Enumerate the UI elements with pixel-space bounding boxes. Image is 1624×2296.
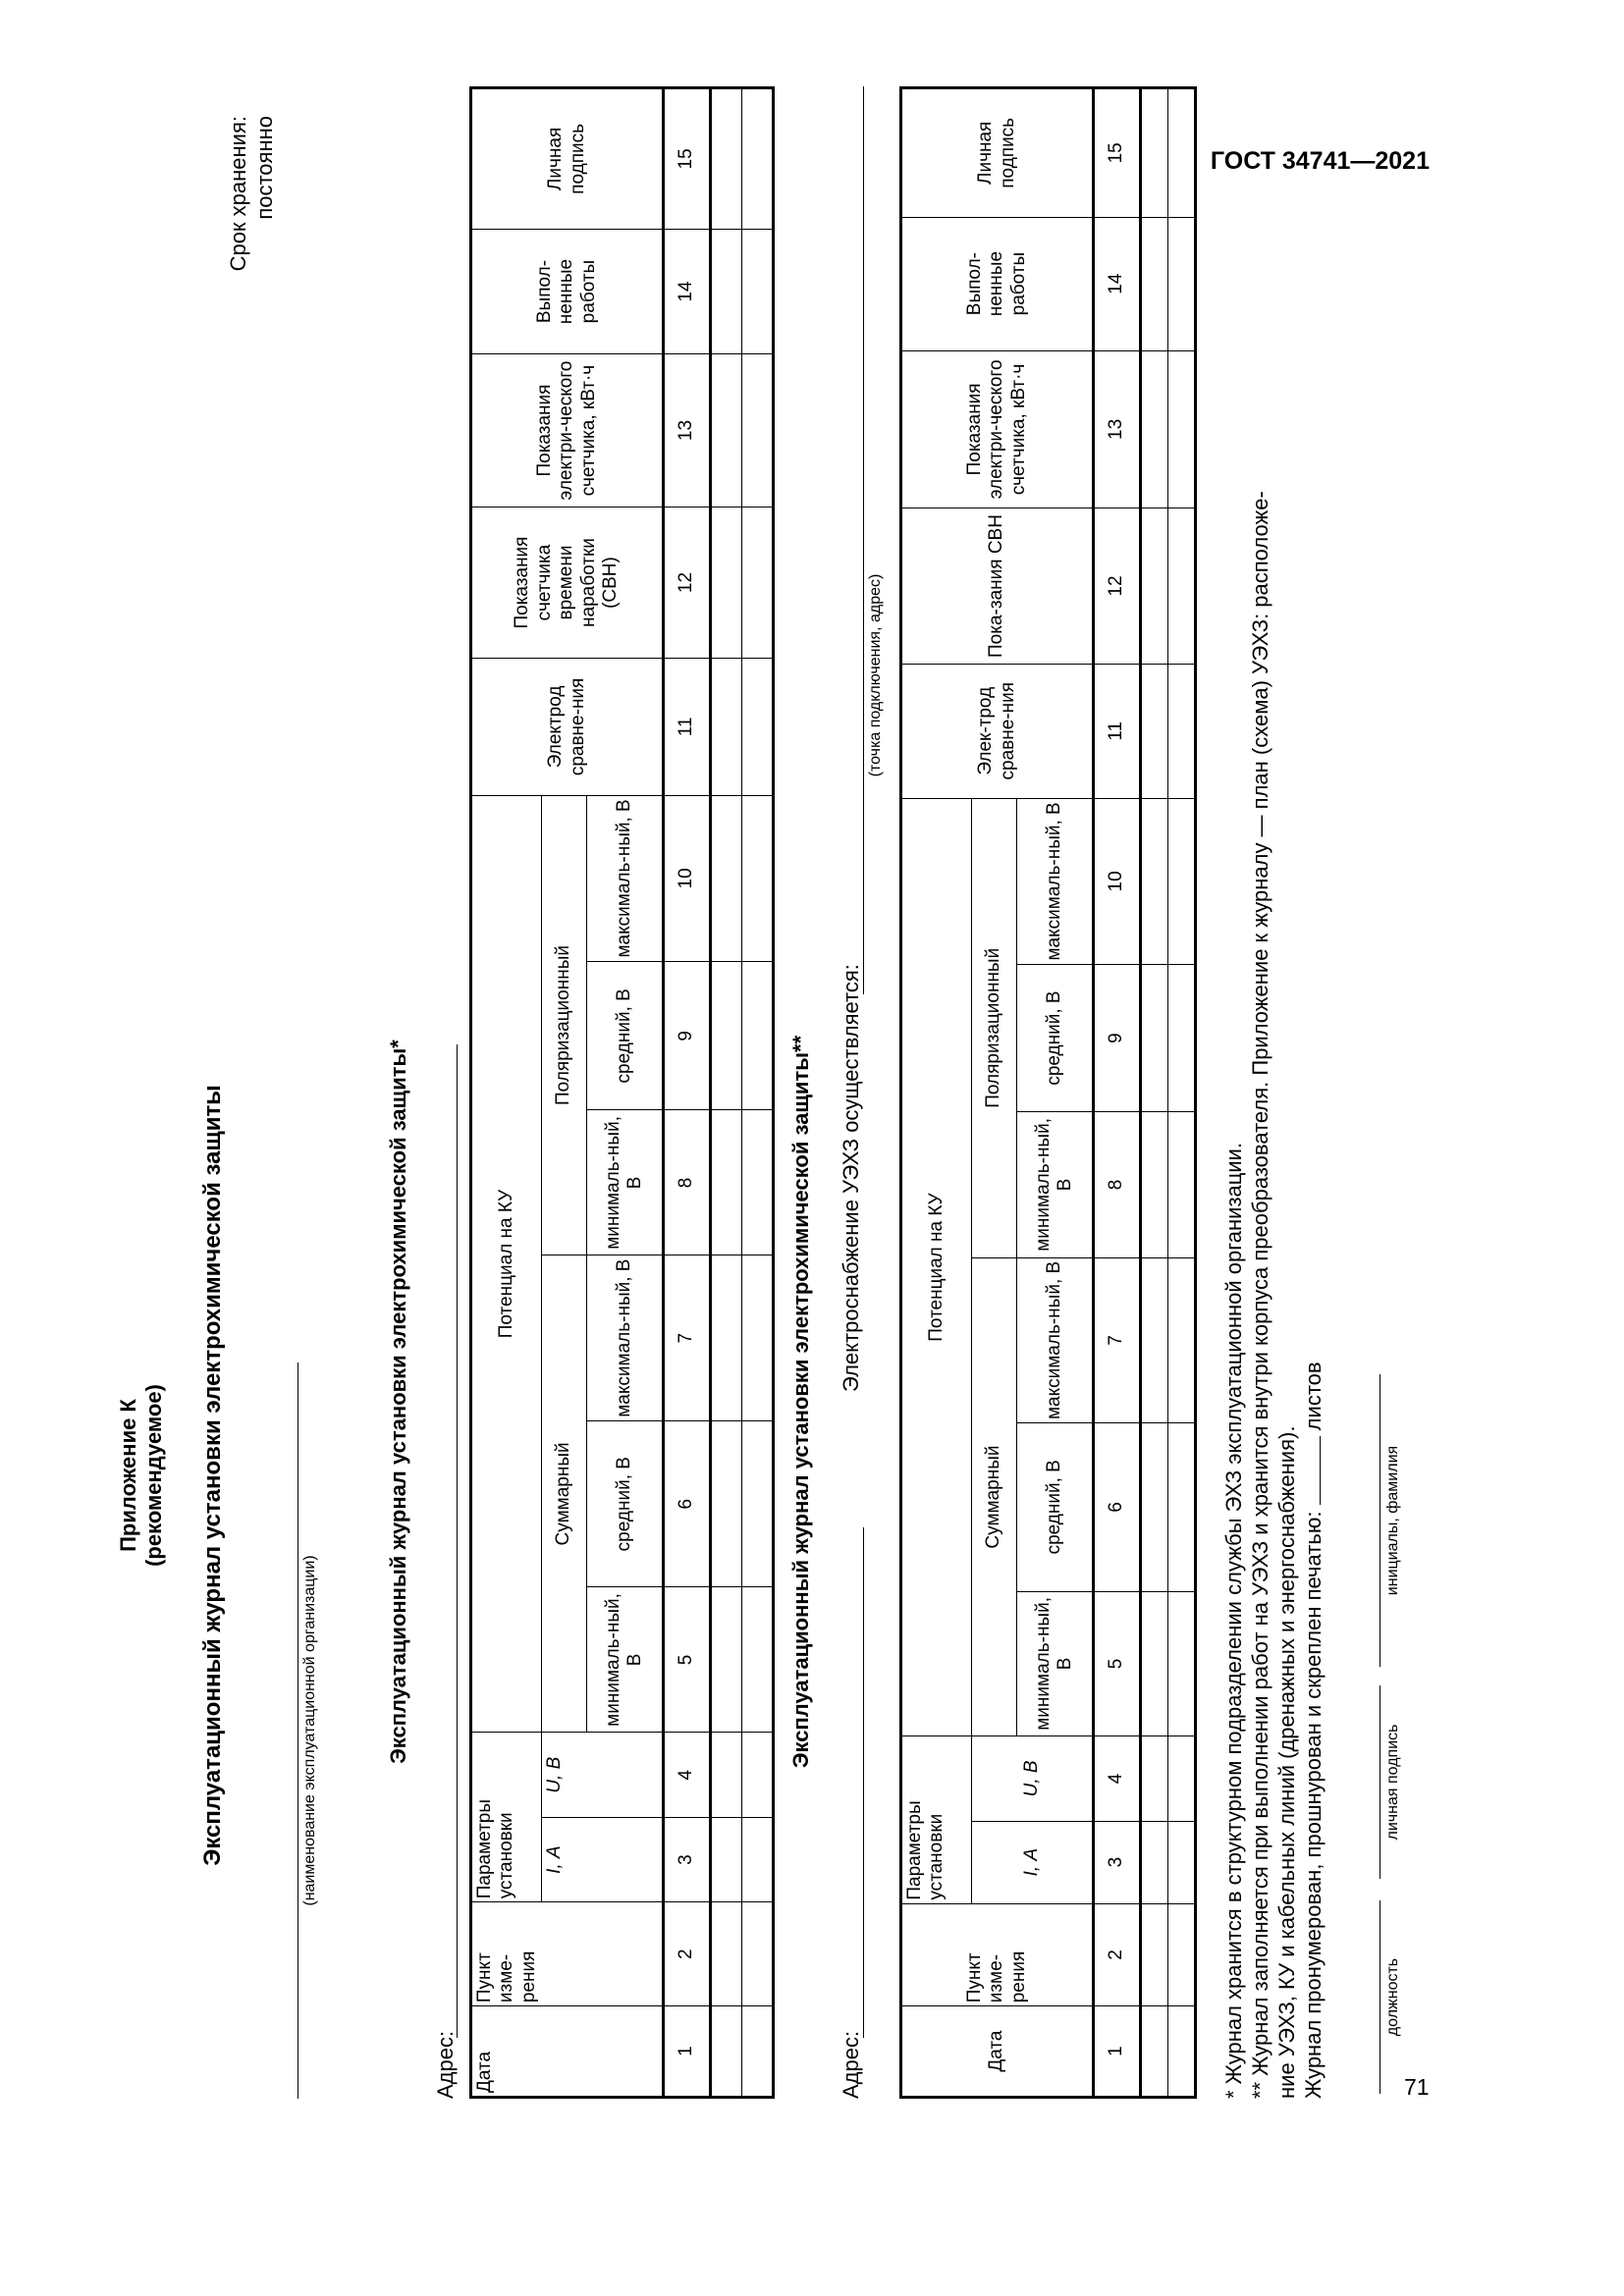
table-cell xyxy=(711,1587,742,1733)
table-cell xyxy=(1168,508,1196,665)
retention-label: Срок хранения: xyxy=(226,116,250,272)
col-number: 4 xyxy=(664,1733,711,1817)
table1-address-line xyxy=(431,1044,458,2038)
col-number: 12 xyxy=(1094,508,1141,665)
table-cell xyxy=(711,229,742,353)
col-i: I, А xyxy=(972,1821,1094,1903)
col-number: 9 xyxy=(664,962,711,1110)
col-number: 15 xyxy=(1094,88,1141,218)
table-cell xyxy=(742,229,774,353)
col-pol-min: минималь-ный, В xyxy=(1017,1111,1094,1257)
col-electrode: Элек-трод сравне-ния xyxy=(901,664,1094,798)
table-cell xyxy=(1168,798,1196,964)
table-cell xyxy=(1141,1736,1168,1821)
position-line xyxy=(1354,1900,1380,2094)
col-works: Выпол-ненные работы xyxy=(471,229,664,353)
col-works: Выпол-ненные работы xyxy=(901,217,1094,350)
retention-block xyxy=(225,116,278,342)
table-cell xyxy=(1168,1821,1196,1903)
col-number: 8 xyxy=(1094,1111,1141,1257)
table-cell xyxy=(1168,1257,1196,1422)
appendix-heading xyxy=(116,852,167,2099)
col-svn: Показания счетчика времени наработки (СВН) xyxy=(471,507,664,658)
col-electrode: Электрод сравне-ния xyxy=(471,659,664,795)
org-name-caption: (наименование эксплуатационной организации) xyxy=(301,1555,318,1906)
table-cell xyxy=(742,507,774,658)
col-date: Дата xyxy=(901,2006,1094,2098)
retention-value: постоянно xyxy=(252,116,277,220)
footnotes xyxy=(1220,80,1326,2099)
table1-address-label: Адрес: xyxy=(433,2030,458,2099)
table-cell xyxy=(1168,1736,1196,1821)
table-cell xyxy=(1168,1591,1196,1736)
table-cell xyxy=(711,659,742,795)
table-cell xyxy=(1141,1591,1168,1736)
table-cell xyxy=(711,1110,742,1255)
table2-power-label: Электроснабжение УЭХЗ осуществляется: xyxy=(839,964,863,1392)
signature-caption: личная подпись xyxy=(1384,1724,1401,1841)
table-cell xyxy=(742,795,774,962)
table-row xyxy=(1141,88,1168,2098)
col-params: Параметры установки xyxy=(901,1736,972,1903)
col-number: 10 xyxy=(664,795,711,962)
table-row xyxy=(742,88,774,2098)
table-cell xyxy=(1141,1903,1168,2006)
col-pol-avg: средний, В xyxy=(1017,965,1094,1112)
table-cell xyxy=(711,2006,742,2098)
col-sum-max: максималь-ный, В xyxy=(587,1255,664,1421)
table-cell xyxy=(1141,217,1168,350)
table-cell xyxy=(742,1902,774,2006)
col-i: I, А xyxy=(542,1817,664,1901)
footnote-1: * Журнал хранится в структурном подразделении службы ЭХЗ эксплуатационной организации. xyxy=(1221,1142,1246,2099)
col-sum-min: минималь-ный, В xyxy=(587,1587,664,1733)
col-number: 3 xyxy=(664,1817,711,1901)
table-cell xyxy=(711,1420,742,1587)
table-cell xyxy=(1141,1423,1168,1591)
col-number: 10 xyxy=(1094,798,1141,964)
table-cell xyxy=(1168,664,1196,798)
col-pol-max: максималь-ный, В xyxy=(587,795,664,962)
table-cell xyxy=(742,88,774,230)
col-number: 3 xyxy=(1094,1821,1141,1903)
table-cell xyxy=(1168,965,1196,1112)
table-cell xyxy=(1168,217,1196,350)
col-number: 6 xyxy=(1094,1423,1141,1591)
table-cell xyxy=(711,1902,742,2006)
table-cell xyxy=(711,1817,742,1901)
col-number: 9 xyxy=(1094,965,1141,1112)
col-number: 5 xyxy=(1094,1591,1141,1736)
col-number: 12 xyxy=(664,507,711,658)
table-cell xyxy=(742,1420,774,1587)
table-cell xyxy=(742,1817,774,1901)
table-cell xyxy=(1141,350,1168,508)
binding-note-suffix: листов xyxy=(1301,1362,1326,1431)
name-caption: инициалы, фамилия xyxy=(1384,1445,1401,1596)
sheet-count-line xyxy=(1300,1436,1321,1505)
appendix-title: Приложение К xyxy=(116,1399,140,1552)
col-signature: Личная подпись xyxy=(901,88,1094,218)
col-params: Параметры установки xyxy=(471,1733,542,1902)
table-cell xyxy=(711,354,742,507)
table-cell xyxy=(1168,350,1196,508)
table1-title: Эксплуатационный журнал установки электрохимической защиты* xyxy=(386,1040,410,1764)
col-sum-max: максималь-ный, В xyxy=(1017,1257,1094,1422)
col-number: 13 xyxy=(664,354,711,507)
table-cell xyxy=(1141,664,1168,798)
col-date: Дата xyxy=(471,2006,664,2098)
table-cell xyxy=(1141,1257,1168,1422)
col-number: 4 xyxy=(1094,1736,1141,1821)
table-cell xyxy=(711,507,742,658)
document-code: ГОСТ 34741—2021 xyxy=(1210,147,1430,175)
position-caption: должность xyxy=(1384,1957,1401,2037)
table2-address-line xyxy=(838,1527,864,2038)
col-summary: Суммарный xyxy=(972,1257,1017,1735)
col-number: 8 xyxy=(664,1110,711,1255)
main-title: Эксплуатационный журнал установки электрохимической защиты xyxy=(199,1085,226,1866)
col-number: 1 xyxy=(664,2006,711,2098)
table-cell xyxy=(742,1587,774,1733)
col-summary: Суммарный xyxy=(542,1255,587,1733)
col-number: 1 xyxy=(1094,2006,1141,2098)
table-cell xyxy=(711,1733,742,1817)
footnote-2: ** Журнал заполняется при выполнении работ на УЭХЗ и хранится внутри корпуса преобразователя. Приложение к журналу — план (схема) УЭХЗ: расположе- xyxy=(1248,491,1272,2099)
table-cell xyxy=(742,659,774,795)
table-cell xyxy=(742,2006,774,2098)
col-signature: Личная подпись xyxy=(471,88,664,230)
table-cell xyxy=(1168,1903,1196,2006)
journal-table-2 xyxy=(899,86,1197,2099)
rotated-page-content xyxy=(116,80,1497,2099)
col-number: 14 xyxy=(664,229,711,353)
col-number: 7 xyxy=(664,1255,711,1421)
table-cell xyxy=(742,354,774,507)
col-number: 13 xyxy=(1094,350,1141,508)
col-polar: Поляризационный xyxy=(972,798,1017,1257)
col-number: 5 xyxy=(664,1587,711,1733)
table-cell xyxy=(742,1733,774,1817)
col-pol-avg: средний, В xyxy=(587,962,664,1110)
appendix-status: (рекомендуемое) xyxy=(141,1384,166,1567)
col-pol-max: максималь-ный, В xyxy=(1017,798,1094,964)
table-cell xyxy=(742,962,774,1110)
journal-binding-note xyxy=(1300,80,1326,2099)
table-row xyxy=(1168,88,1196,2098)
col-number: 2 xyxy=(664,1902,711,2006)
col-meter: Показания электри-ческого счетчика, кВт·ч xyxy=(471,354,664,507)
col-point: Пункт изме-рения xyxy=(901,1903,1094,2006)
col-number: 6 xyxy=(664,1420,711,1587)
table-cell xyxy=(1141,1111,1168,1257)
col-meter: Показания электри-ческого счетчика, кВт·ч xyxy=(901,350,1094,508)
col-number: 14 xyxy=(1094,217,1141,350)
col-number: 11 xyxy=(664,659,711,795)
table2-title: Эксплуатационный журнал установки электрохимической защиты** xyxy=(788,1035,813,1769)
table-cell xyxy=(1141,508,1168,665)
table2-address-label: Адрес: xyxy=(839,2030,863,2099)
table-cell xyxy=(1168,2006,1196,2098)
table2-power-caption: (точка подключения, адрес) xyxy=(867,573,884,777)
table2-power-line xyxy=(838,86,864,994)
table-row xyxy=(711,88,742,2098)
table-cell xyxy=(1141,2006,1168,2098)
table-cell xyxy=(711,88,742,230)
table-cell xyxy=(1168,88,1196,218)
col-potential: Потенциал на КУ xyxy=(901,798,972,1736)
name-line xyxy=(1354,1374,1380,1667)
col-point: Пункт изме-рения xyxy=(471,1902,664,2006)
col-polar: Поляризационный xyxy=(542,795,587,1255)
col-svn: Пока-зания СВН xyxy=(901,508,1094,665)
table-cell xyxy=(1141,798,1168,964)
binding-note-text: Журнал пронумерован, прошнурован и скреплен печатью: xyxy=(1301,1511,1326,2099)
table-cell xyxy=(1141,1821,1168,1903)
col-u: U, В xyxy=(542,1733,664,1817)
col-number: 15 xyxy=(664,88,711,230)
col-number: 7 xyxy=(1094,1257,1141,1422)
page-number: 71 xyxy=(1404,2074,1430,2100)
table-cell xyxy=(1168,1423,1196,1591)
table-cell xyxy=(1141,965,1168,1112)
table-cell xyxy=(711,1255,742,1421)
col-sum-avg: средний, В xyxy=(587,1420,664,1587)
col-number: 2 xyxy=(1094,1903,1141,2006)
col-sum-avg: средний, В xyxy=(1017,1423,1094,1591)
col-u: U, В xyxy=(972,1736,1094,1821)
col-potential: Потенциал на КУ xyxy=(471,795,542,1733)
footnote-2-continued: ние УЭХЗ, КУ и кабельных линий (дренажных и энергоснабжения). xyxy=(1274,1425,1299,2099)
col-number: 11 xyxy=(1094,664,1141,798)
table-cell xyxy=(711,962,742,1110)
org-name-line xyxy=(270,1362,298,2099)
signature-line xyxy=(1354,1685,1380,1879)
table-cell xyxy=(742,1255,774,1421)
table-cell xyxy=(1168,1111,1196,1257)
journal-table-1 xyxy=(469,86,775,2099)
table-cell xyxy=(711,795,742,962)
table-cell xyxy=(742,1110,774,1255)
col-pol-min: минималь-ный, В xyxy=(587,1110,664,1255)
col-sum-min: минималь-ный, В xyxy=(1017,1591,1094,1736)
table-cell xyxy=(1141,88,1168,218)
